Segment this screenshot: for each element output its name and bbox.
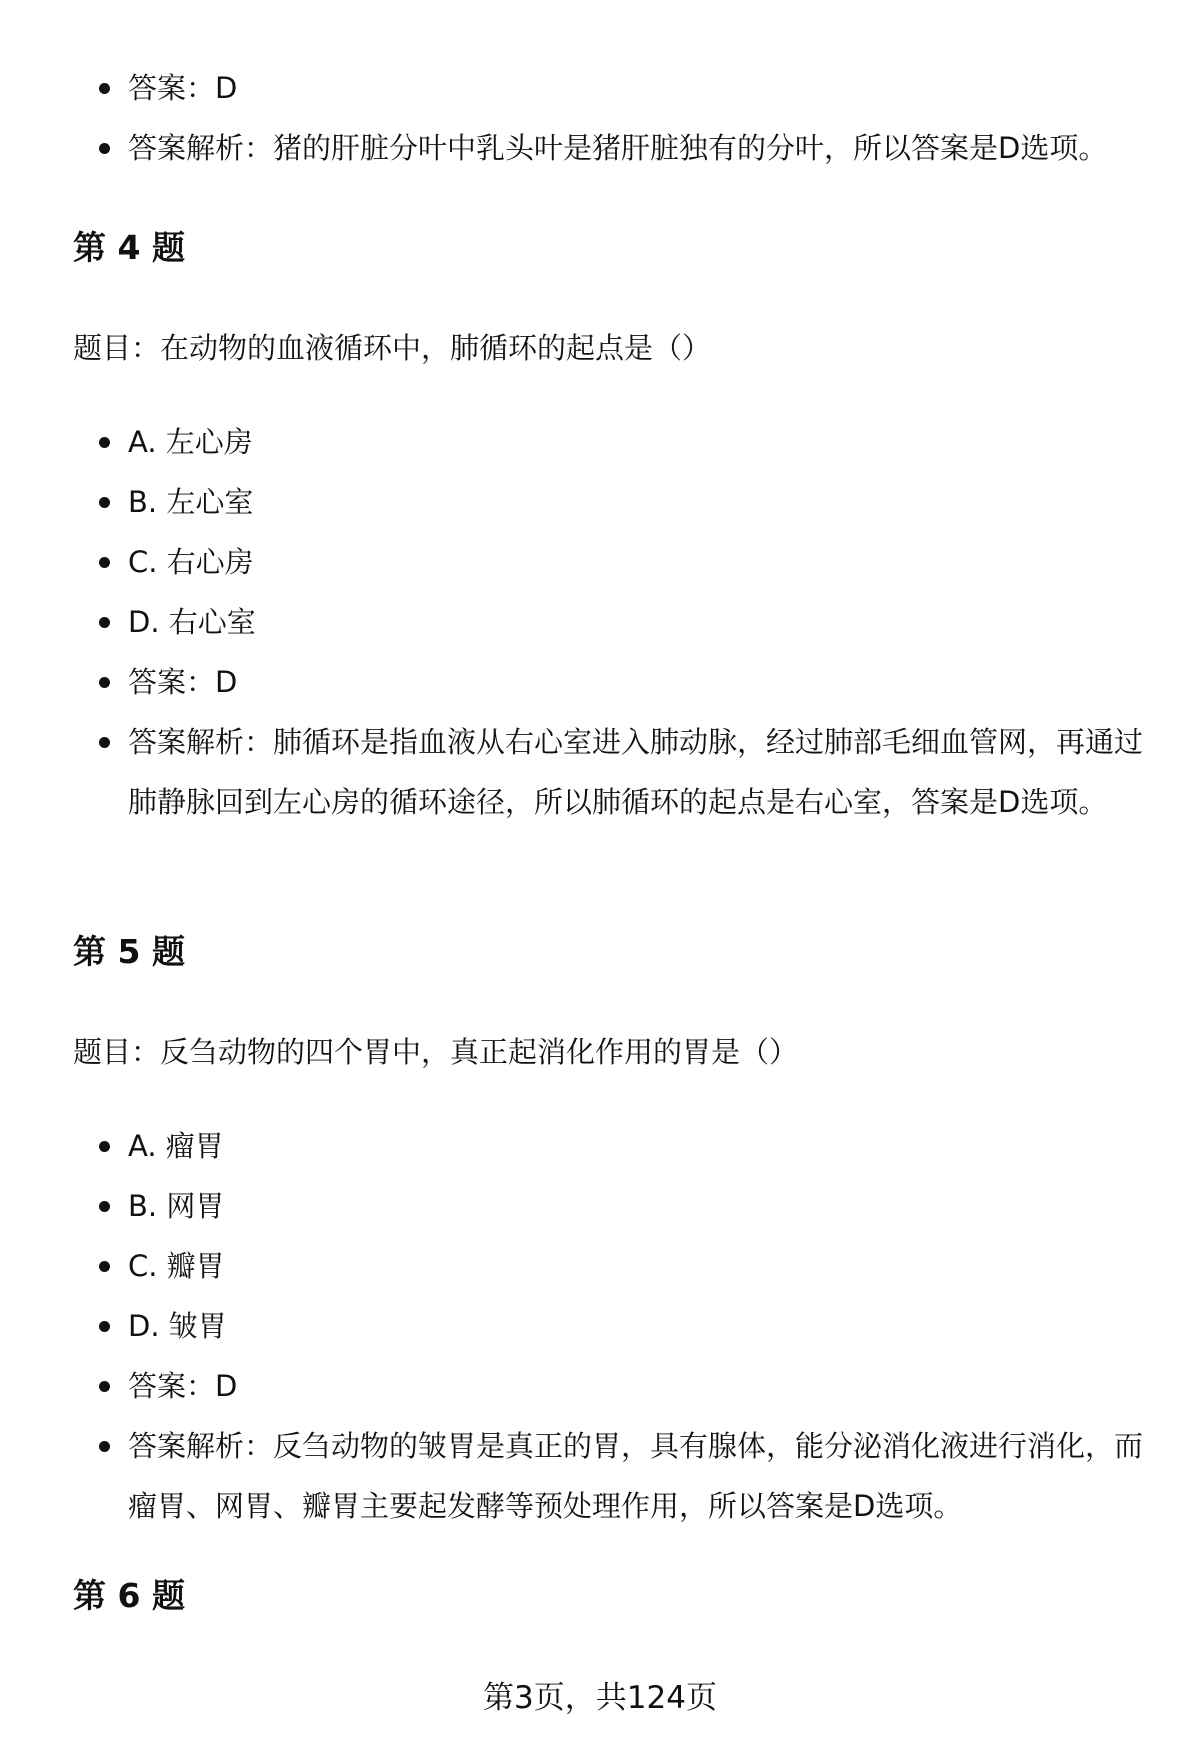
option-c: C. 瓣胃 bbox=[73, 1236, 1153, 1296]
option-b: B. 网胃 bbox=[73, 1176, 1153, 1236]
option-a: A. 左心房 bbox=[73, 412, 1153, 472]
question-4-items bbox=[73, 412, 1153, 832]
answer-item: 答案：D bbox=[73, 652, 1153, 712]
explanation-item: 答案解析：猪的肝脏分叶中乳头叶是猪肝脏独有的分叶，所以答案是D选项。 bbox=[73, 118, 1153, 178]
question-6-heading: 第 6 题 bbox=[73, 1576, 185, 1615]
page-number: 第3页，共124页 bbox=[483, 1680, 717, 1716]
prev-question-tail bbox=[73, 58, 1153, 178]
answer-item: 答案：D bbox=[73, 1356, 1153, 1416]
question-5-heading: 第 5 题 bbox=[73, 932, 185, 971]
explanation-item: 答案解析：肺循环是指血液从右心室进入肺动脉，经过肺部毛细血管网，再通过肺静脉回到左心房的循环途径，所以肺循环的起点是右心室，答案是D选项。 bbox=[73, 712, 1153, 832]
question-5-items bbox=[73, 1116, 1153, 1536]
question-4-heading: 第 4 题 bbox=[73, 228, 185, 267]
option-a: A. 瘤胃 bbox=[73, 1116, 1153, 1176]
answer-item: 答案：D bbox=[73, 58, 1153, 118]
explanation-item: 答案解析：反刍动物的皱胃是真正的胃，具有腺体，能分泌消化液进行消化，而瘤胃、网胃、瓣胃主要起发酵等预处理作用，所以答案是D选项。 bbox=[73, 1416, 1153, 1536]
option-c: C. 右心房 bbox=[73, 532, 1153, 592]
option-d: D. 右心室 bbox=[73, 592, 1153, 652]
prev-answer-list bbox=[73, 58, 1153, 178]
question-5-text: 题目：反刍动物的四个胃中，真正起消化作用的胃是（） bbox=[73, 1035, 799, 1069]
question-4-text: 题目：在动物的血液循环中，肺循环的起点是（） bbox=[73, 331, 712, 365]
option-b: B. 左心室 bbox=[73, 472, 1153, 532]
option-d: D. 皱胃 bbox=[73, 1296, 1153, 1356]
